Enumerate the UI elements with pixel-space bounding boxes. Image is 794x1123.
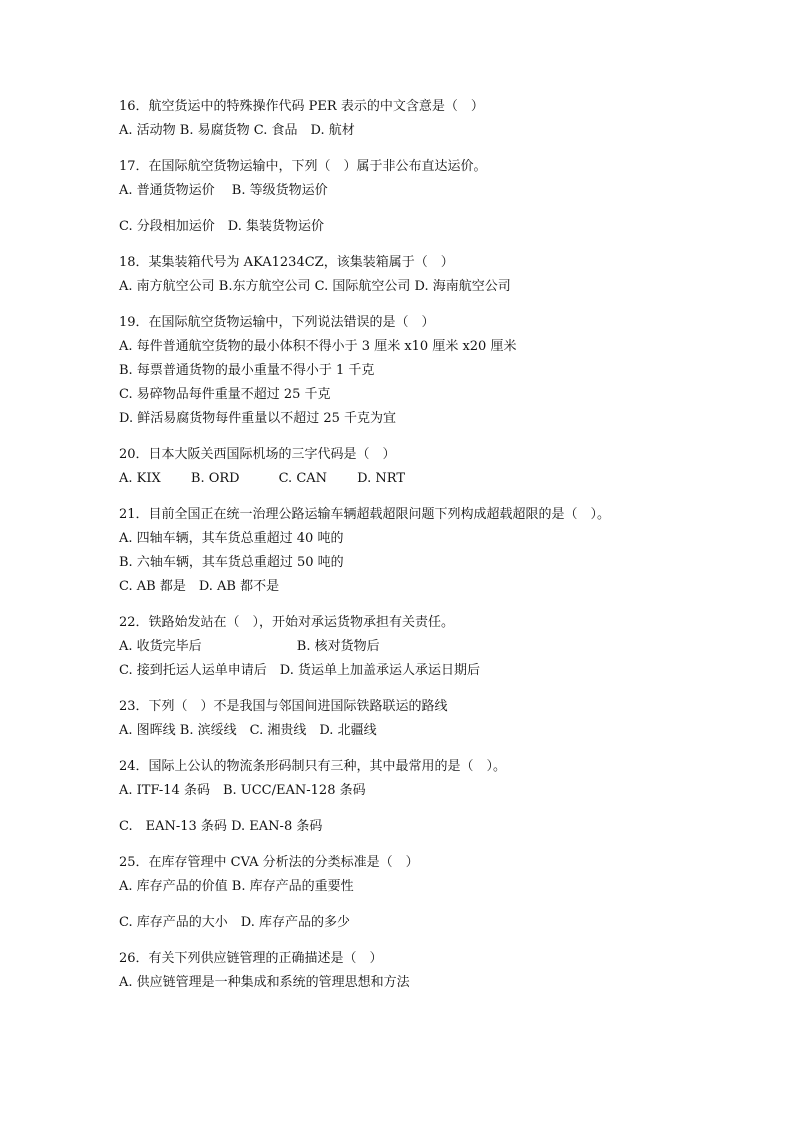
question-title: 20．日本大阪关西国际机场的三字代码是（ ） — [119, 447, 396, 462]
option-line: A. ITF-14 条码 B. UCC/EAN-128 条码 — [119, 783, 366, 798]
option-line: A. 四轴车辆，其车货总重超过 40 吨的 — [119, 531, 344, 546]
option-line: D. 鲜活易腐货物每件重量以不超过 25 千克为宜 — [119, 411, 397, 426]
option-line: C. 易碎物品每件重量不超过 25 千克 — [119, 387, 331, 402]
question-q18 — [119, 251, 759, 299]
option-line: B. 六轴车辆，其车货总重超过 50 吨的 — [119, 555, 344, 570]
question-q26 — [119, 947, 759, 995]
question-title: 18．某集装箱代号为 AKA1234CZ，该集装箱属于（ ） — [119, 255, 454, 270]
option-line: A. 活动物 B. 易腐货物 C. 食品 D. 航材 — [119, 123, 355, 138]
question-q23 — [119, 695, 759, 743]
option-line: A. 供应链管理是一种集成和系统的管理思想和方法 — [119, 975, 410, 990]
question-q22 — [119, 611, 759, 683]
question-title: 16．航空货运中的特殊操作代码 PER 表示的中文含意是（ ） — [119, 99, 484, 114]
document-page — [119, 95, 759, 995]
question-title: 25．在库存管理中 CVA 分析法的分类标准是（ ） — [119, 855, 419, 870]
option-line: B. 每票普通货物的最小重量不得小于 1 千克 — [119, 363, 375, 378]
option-line: A. 普通货物运价 B. 等级货物运价 — [119, 183, 328, 198]
question-title: 19．在国际航空货物运输中，下列说法错误的是（ ） — [119, 315, 435, 330]
option-line: A. 图晖线 B. 滨绥线 C. 湘贵线 D. 北疆线 — [119, 723, 377, 738]
question-q19 — [119, 311, 759, 431]
question-title: 22．铁路始发站在（ ），开始对承运货物承担有关责任。 — [119, 615, 455, 630]
option-line: C. 接到托运人运单申请后 D. 货运单上加盖承运人承运日期后 — [119, 663, 480, 678]
option-line: A. 库存产品的价值 B. 库存产品的重要性 — [119, 879, 354, 894]
question-title: 17．在国际航空货物运输中，下列（ ）属于非公布直达运价。 — [119, 159, 487, 174]
option-line: A. 南方航空公司 B.东方航空公司 C. 国际航空公司 D. 海南航空公司 — [119, 279, 511, 294]
question-q20 — [119, 443, 759, 491]
option-line: C. 库存产品的大小 D. 库存产品的多少 — [119, 915, 350, 930]
question-title: 21．目前全国正在统一治理公路运输车辆超载超限问题下列构成超载超限的是（ ）。 — [119, 507, 611, 522]
option-line: A. 收货完毕后 B. 核对货物后 — [119, 639, 380, 654]
question-q24 — [119, 755, 759, 839]
question-q16 — [119, 95, 759, 143]
question-title: 26．有关下列供应链管理的正确描述是（ ） — [119, 951, 383, 966]
option-line: C. EAN-13 条码 D. EAN-8 条码 — [119, 819, 323, 834]
option-line: C. AB 都是 D. AB 都不是 — [119, 579, 280, 594]
option-line: A. KIX B. ORD C. CAN D. NRT — [119, 471, 405, 486]
option-line: C. 分段相加运价 D. 集装货物运价 — [119, 219, 324, 234]
question-title: 23．下列（ ）不是我国与邻国间进国际铁路联运的路线 — [119, 699, 448, 714]
question-q17 — [119, 155, 759, 239]
question-q25 — [119, 851, 759, 935]
option-line: A. 每件普通航空货物的最小体积不得小于 3 厘米 x10 厘米 x20 厘米 — [119, 339, 517, 354]
question-title: 24．国际上公认的物流条形码制只有三种，其中最常用的是（ ）。 — [119, 759, 507, 774]
question-q21 — [119, 503, 759, 599]
